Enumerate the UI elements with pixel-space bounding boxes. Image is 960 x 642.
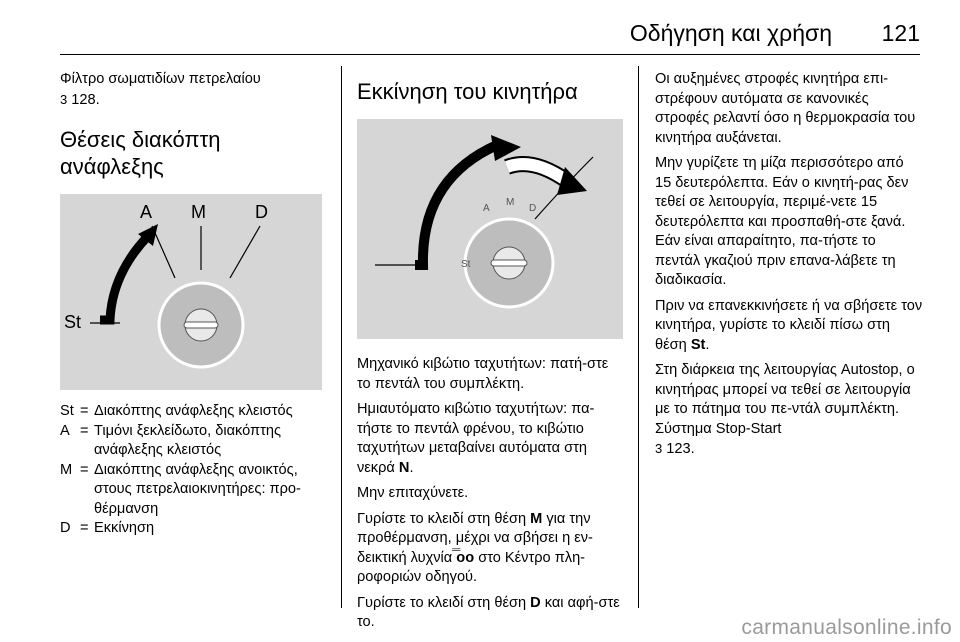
ignition-switch-illustration bbox=[60, 194, 322, 390]
key-slot-icon bbox=[184, 322, 218, 328]
page-number: 121 bbox=[881, 20, 920, 46]
intro-reference-link[interactable]: 128. bbox=[71, 91, 100, 108]
glow-plug-icon: ̿οο bbox=[456, 549, 475, 566]
autostop-reference-link[interactable]: 123. bbox=[666, 441, 695, 457]
column-1 bbox=[60, 70, 326, 539]
figure-label-a: A bbox=[140, 202, 153, 222]
figure-label-m: M bbox=[191, 202, 206, 222]
reference-arrow-icon: 3 bbox=[655, 441, 663, 456]
section-heading-ignition: Θέσεις διακόπτη ανάφλεξης bbox=[60, 127, 221, 179]
header-title: Οδήγηση και χρήση bbox=[629, 20, 832, 46]
legend-row-a: A = Τιμόνι ξεκλείδωτο, διακόπτης ανάφλεξης κλειστός bbox=[60, 422, 282, 458]
ignition-positions-figure bbox=[60, 194, 322, 390]
figure-legend bbox=[60, 402, 326, 539]
engine-start-illustration bbox=[357, 119, 623, 339]
page-header bbox=[60, 14, 920, 55]
legend-row-st: St = Διακόπτης ανάφλεξης κλειστός bbox=[60, 403, 293, 419]
paragraph-autostop: Στη διάρκεια της λειτουργίας Autostop, ο κινητήρας μπορεί να τεθεί σε λειτουργία με το πάτημα του πε-ντάλ συμπλέκτη. Σύστημα Stop-Start 3 123. bbox=[655, 362, 915, 457]
intro-paragraph: Φίλτρο σωματιδίων πετρελαίου 3 128. bbox=[60, 71, 261, 108]
paragraph-starter-limit: Μην γυρίζετε τη μίζα περισσότερο από 15 δευτερόλεπτα. Εάν ο κινητή-ρας δεν τεθεί σε λειτουργία, περιμέ-νετε 15 δευτερόλεπτα και προσπαθή-στε ξανά. Εάν είναι απαραίτητο, πα-τήστε το πεντάλ γκαζιού πριν επανα-λάβετε τη διαδικασία. bbox=[655, 155, 909, 288]
engine-start-figure bbox=[357, 119, 623, 339]
figure-label-st: St bbox=[64, 312, 82, 332]
key-slot-icon bbox=[491, 260, 527, 266]
paragraph-preheat: Γυρίστε το κλειδί στη θέση M για την προθέρμανση, μέχρι να σβήσει η εν-δεικτική λυχνία ̿οο στο Κέντρο πλη-ροφοριών οδηγού. bbox=[357, 510, 593, 585]
paragraph-restart: Πριν να επανεκκινήσετε ή να σβήσετε τον κινητήρα, γυρίστε το κλειδί πίσω στη θέση St. bbox=[655, 297, 923, 353]
paragraph-start-position: Γυρίστε το κλειδί στη θέση D και αφή-στε το. bbox=[357, 594, 620, 630]
column-divider-1 bbox=[341, 66, 342, 608]
column-divider-2 bbox=[638, 66, 639, 608]
column-3 bbox=[655, 70, 923, 466]
figure-label-m: M bbox=[506, 197, 515, 208]
paragraph-idle-speed: Οι αυξημένες στροφές κινητήρα επι-στρέφουν αυτόματα σε κανονικές στροφές ρελαντί όσο η θερμοκρασία του κινητήρα αυξάνεται. bbox=[655, 71, 916, 146]
figure-label-d: D bbox=[529, 203, 537, 214]
section-heading-engine-start: Εκκίνηση του κινητήρα bbox=[357, 79, 578, 104]
paragraph-manual-gearbox: Μηχανικό κιβώτιο ταχυτήτων: πατή-στε το πεντάλ του συμπλέκτη. bbox=[357, 356, 609, 392]
watermark: carmanualsonline.info bbox=[741, 616, 952, 639]
figure-label-d: D bbox=[255, 202, 268, 222]
paragraph-no-accelerate: Μην επιταχύνετε. bbox=[357, 485, 469, 501]
legend-row-d: D = Εκκίνηση bbox=[60, 520, 155, 536]
column-2 bbox=[357, 70, 623, 639]
reference-arrow-icon: 3 bbox=[60, 91, 68, 107]
figure-label-a: A bbox=[483, 203, 490, 214]
legend-row-m: M = Διακόπτης ανάφλεξης ανοικτός, στους πετρελαιοκινητήρες: προ-θέρμανση bbox=[60, 461, 301, 517]
paragraph-semi-automatic: Ημιαυτόματο κιβώτιο ταχυτήτων: πα-τήστε το πεντάλ φρένου, το κιβώτιο ταχυτήτων μεταβαίνει αυτόματα στη νεκρά N. bbox=[357, 401, 595, 476]
figure-label-st: St bbox=[461, 259, 471, 270]
